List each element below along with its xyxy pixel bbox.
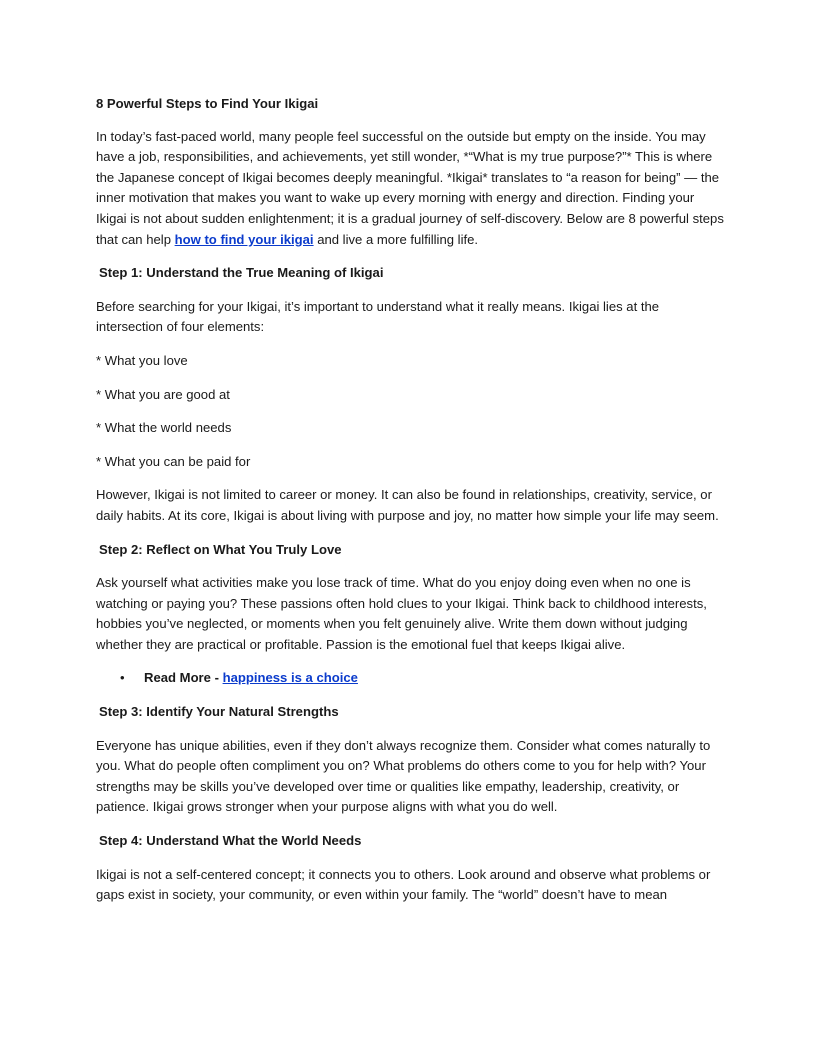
step2-heading: Step 2: Reflect on What You Truly Love [99,541,342,557]
intro-text-end: and live a more fulfilling life. [313,231,479,247]
step1-paragraph-2: However, Ikigai is not limited to career or money. It can also be found in relationships, creativity, service, or daily habits. At its core, Ikigai is about living with purpose and joy, no matter how simple your life may seem. [96,487,719,523]
bullet-icon: • [120,670,125,686]
step4-heading: Step 4: Understand What the World Needs [99,833,362,849]
list-item: * What you love [96,352,188,368]
list-item: * What you are good at [96,386,230,402]
read-more-item [96,668,726,689]
step2-paragraph: Ask yourself what activities make you lose track of time. What do you enjoy doing even when no one is watching or paying you? These passions often hold clues to your Ikigai. Think back to childhood interests, hobbies you’ve neglected, or moments when you felt genuinely alive. Write them down without judging whether they are practical or profitable. Passion is the emotional fuel that keeps Ikigai alive. [96,575,707,652]
list-item: * What the world needs [96,420,232,436]
list-item: * What you can be paid for [96,453,251,469]
document-page [96,94,726,919]
document-title: 8 Powerful Steps to Find Your Ikigai [96,96,319,111]
step3-heading: Step 3: Identify Your Natural Strengths [99,704,339,720]
step3-paragraph: Everyone has unique abilities, even if they don’t always recognize them. Consider what comes naturally to you. What do people often compliment you on? What problems do others come to you for help with? Your strengths may be skills you’ve developed over time or qualities like empathy, leadership, creativity, or patience. Ikigai grows stronger when your purpose aligns with what you do well. [96,737,711,815]
step1-paragraph: Before searching for your Ikigai, it’s important to understand what it really means. Ikigai lies at the intersection of four elements: [96,298,660,335]
step1-heading: Step 1: Understand the True Meaning of Ikigai [99,265,384,281]
read-more-label: Read More - [144,670,223,686]
intro-text: In today’s fast-paced world, many people feel successful on the outside but empty on the inside. You may have a job, responsibilities, and achievements, yet still wonder, *“What is my true purpose?”* This is where the Japanese concept of Ikigai becomes deeply meaningful. *Ikigai* translates to “a reason for being” — the inner motivation that makes you want to wake up every morning with energy and direction. Finding your Ikigai is not about sudden enlightenment; it is a gradual journey of self-discovery. Below are 8 powerful steps that can help [96,128,724,247]
happiness-choice-link[interactable]: happiness is a choice [222,670,358,686]
intro-paragraph [96,127,726,251]
step4-paragraph: Ikigai is not a self-centered concept; it connects you to others. Look around and observe what problems or gaps exist in society, your community, or even within your family. The “world” doesn’t have to mean [96,866,711,903]
find-ikigai-link[interactable]: how to find your ikigai [174,231,314,247]
